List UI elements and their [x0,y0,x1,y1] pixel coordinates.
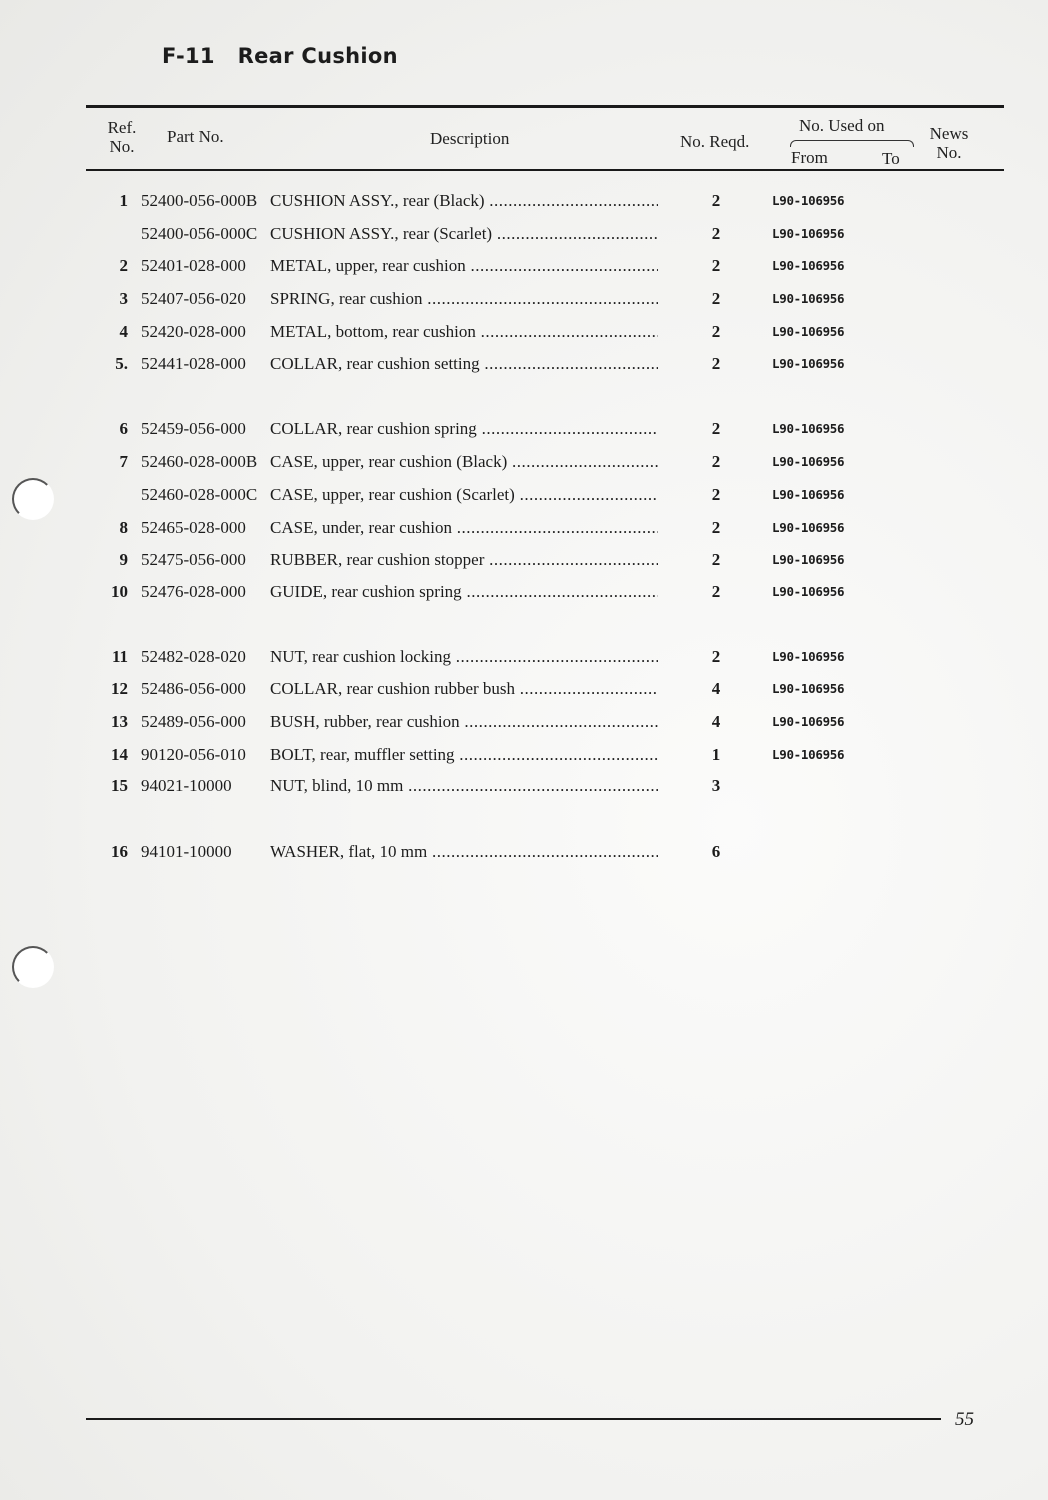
description: CUSHION ASSY., rear (Black) ..... [270,190,658,212]
qty-required: 2 [711,191,721,210]
description: BUSH, rubber, rear cushion ..... [270,711,658,733]
qty-required: 2 [711,582,721,601]
ref-no: 15 [111,776,128,795]
ref-no: 5. [115,354,128,373]
qty-required: 2 [711,289,721,308]
qty-required: 4 [711,712,721,731]
qty-required: 6 [711,842,721,861]
table-row [0,451,1048,473]
qty-required: 3 [711,776,721,795]
description: NUT, rear cushion locking ..... [270,646,658,668]
description: SPRING, rear cushion ..... [270,288,658,310]
qty-required: 2 [711,419,721,438]
table-row [0,517,1048,539]
description: BOLT, rear, muffler setting ..... [270,744,658,766]
part-no: 52486-056-000 [141,679,246,698]
used-from: L90-106956 [772,226,845,241]
used-from: L90-106956 [772,681,845,696]
qty-required: 4 [711,679,721,698]
description: CASE, upper, rear cushion (Black) ..... [270,451,658,473]
used-from: L90-106956 [772,356,845,371]
col-part-no: Part No. [167,127,224,146]
ref-no: 3 [119,289,128,308]
qty-required: 2 [711,647,721,666]
table-row [0,288,1048,310]
table-row [0,418,1048,440]
part-no: 52489-056-000 [141,712,246,731]
part-no: 94101-10000 [141,842,232,861]
ref-no: 16 [111,842,128,861]
ref-no: 4 [119,322,128,341]
part-no: 52465-028-000 [141,518,246,537]
ref-no: 9 [119,550,128,569]
used-from: L90-106956 [772,584,845,599]
table-row [0,549,1048,571]
part-no: 52400-056-000B [141,191,258,210]
col-no-used-on: No. Used on [799,116,885,135]
ref-no: 13 [111,712,128,731]
used-from: L90-106956 [772,193,845,208]
part-no: 52475-056-000 [141,550,246,569]
description: COLLAR, rear cushion setting ..... [270,353,658,375]
part-no: 94021-10000 [141,776,232,795]
used-from: L90-106956 [772,714,845,729]
table-row [0,711,1048,733]
description: METAL, upper, rear cushion ..... [270,255,658,277]
table-row [0,841,1048,863]
table-row [0,775,1048,797]
qty-required: 2 [711,485,721,504]
ref-no: 8 [119,518,128,537]
ref-no: 14 [111,745,128,764]
ref-no: 7 [119,452,128,471]
qty-required: 1 [711,745,721,764]
ref-no: 2 [119,256,128,275]
description: WASHER, flat, 10 mm ..... [270,841,658,863]
used-from: L90-106956 [772,324,845,339]
qty-required: 2 [711,354,721,373]
col-to: To [882,149,900,168]
part-no: 52482-028-020 [141,647,246,666]
used-from: L90-106956 [772,552,845,567]
part-no: 52460-028-000B [141,452,258,471]
col-from: From [791,148,828,167]
used-from: L90-106956 [772,454,845,469]
ref-no: 11 [111,647,128,666]
binder-hole-bottom [12,946,54,988]
ref-no: 6 [119,419,128,438]
table-row [0,353,1048,375]
used-from: L90-106956 [772,291,845,306]
used-from: L90-106956 [772,520,845,535]
qty-required: 2 [711,452,721,471]
footer-rule [86,1418,941,1420]
description: METAL, bottom, rear cushion ..... [270,321,658,343]
table-row [0,321,1048,343]
part-no: 52401-028-000 [141,256,246,275]
qty-required: 2 [711,550,721,569]
used-from: L90-106956 [772,421,845,436]
header-top-rule [86,105,1004,108]
table-row [0,646,1048,668]
description: CUSHION ASSY., rear (Scarlet) ..... [270,223,658,245]
part-no: 52407-056-020 [141,289,246,308]
page-number: 55 [955,1409,974,1430]
description: COLLAR, rear cushion spring ..... [270,418,658,440]
header-bottom-rule [86,169,1004,171]
qty-required: 2 [711,224,721,243]
part-no: 52441-028-000 [141,354,246,373]
col-news-no: News No. [929,124,969,162]
used-from: L90-106956 [772,258,845,273]
used-from: L90-106956 [772,487,845,502]
qty-required: 2 [711,518,721,537]
page-title: F-11 Rear Cushion [162,44,398,68]
description: CASE, upper, rear cushion (Scarlet) ..... [270,484,658,506]
table-row [0,223,1048,245]
col-description: Description [430,129,510,148]
part-no: 52476-028-000 [141,582,246,601]
ref-no: 1 [119,191,128,210]
used-from: L90-106956 [772,649,845,664]
description: RUBBER, rear cushion stopper ..... [270,549,658,571]
description: GUIDE, rear cushion spring ..... [270,581,658,603]
description: COLLAR, rear cushion rubber bush ..... [270,678,658,700]
col-ref-no: Ref. No. [107,118,137,156]
description: CASE, under, rear cushion ..... [270,517,658,539]
table-row [0,484,1048,506]
table-row [0,190,1048,212]
part-no: 52420-028-000 [141,322,246,341]
part-no: 52400-056-000C [141,224,258,243]
table-row [0,678,1048,700]
used-on-brace [790,140,914,147]
col-no-reqd: No. Reqd. [680,132,750,151]
part-no: 90120-056-010 [141,745,246,764]
description: NUT, blind, 10 mm ..... [270,775,658,797]
ref-no: 10 [111,582,128,601]
table-row [0,581,1048,603]
qty-required: 2 [711,256,721,275]
ref-no: 12 [111,679,128,698]
table-row [0,744,1048,766]
qty-required: 2 [711,322,721,341]
part-no: 52460-028-000C [141,485,258,504]
used-from: L90-106956 [772,747,845,762]
table-row [0,255,1048,277]
part-no: 52459-056-000 [141,419,246,438]
